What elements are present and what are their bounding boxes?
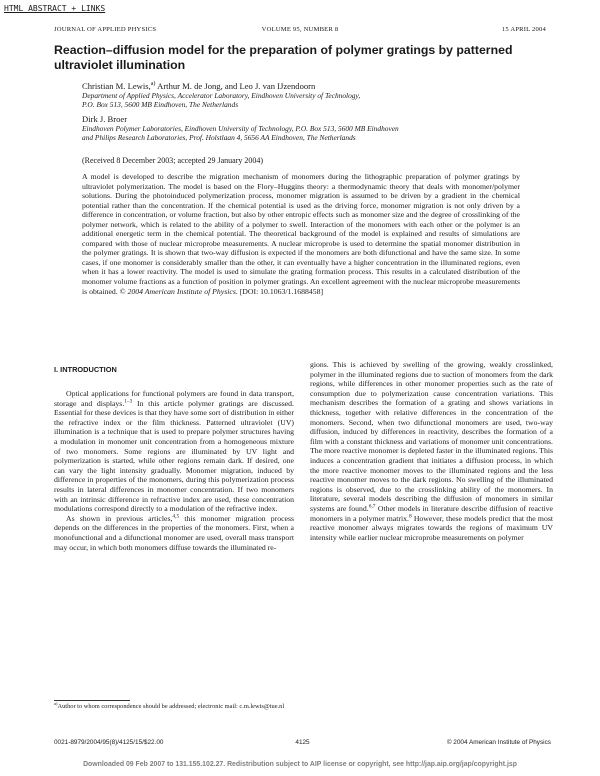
reference-mark: 6,7 — [368, 503, 376, 510]
abstract-body: A model is developed to describe the migration mechanism of monomers during the lithographic preparation of polymer gratings by ultraviolet polymerization. The model is based on the Flory–Huggins theory: a thermodynamic theory that deals with monomer/polymer solutions. During the photoinduced polymerization process, monomer migration is assumed to be driven by a gradient in the chemical potential rather than the concentration. If the chemical potential is used as the driving force, monomer migration is not only driven by a difference in concentration, or volume fraction, but also by other entropic effects such as monomer size and the degree of crosslinking of the polymer network, which is related to the ability of a polymer to swell. Interaction of the monomers with each other or the polymer is an additional energetic term in the chemical potential. The theoretical background of the model is explained and results of simulations are compared with those of nuclear microprobe measurements. A nuclear microprobe is used to determine the spatial monomer distribution in the polymer gratings. It is shown that two-way diffusion is expected if the monomers are both difunctional and have the same size. In some cases, if one monomer is considerably smaller than the other, it can eventually have a higher concentration in the illuminated regions, even when it has a lower reactivity. The model is used to simulate the grating formation process. This results in a calculated distribution of the monomer volume fractions as a function of position in polymer gratings. An excellent agreement with the nuclear microprobe measurements is obtained. — [82, 172, 520, 296]
intro-paragraph-1: Optical applications for functional polymers are found in data transport, storage and displays.$^{1-3}$ In this article polymer gratings are discussed. Essential for these devices is that they have some sort of distribution in either the refractive index or the film thickness. Patterned ultraviolet (UV) illumination is a technique that is used to prepare polymer structures having a modulation in monomer unit concentration from a homogeneous mixture of two monomers. Some regions are illuminated by UV light and polymerization is started, while other regions remain dark. If desired, one can vary the light intensity gradually. Monomer migration, induced by difference in properties of the monomers, during this polymerization process results in lateral differences in monomer concentration. If two monomers with an intrinsic difference in refractive index are used, these concentration modulations correspond directly to a modulation of the refractive index. — [54, 389, 294, 514]
reference-mark: 1–3 — [124, 398, 133, 405]
abstract — [82, 172, 520, 296]
section-heading-introduction: I. INTRODUCTION — [54, 365, 117, 374]
affiliation-1-line-2: P.O. Box 513, 5600 MB Eindhoven, The Netherlands — [82, 100, 239, 110]
author-block — [82, 81, 552, 142]
page-number: 4125 — [295, 739, 310, 746]
issue-date: 15 APRIL 2004 — [501, 26, 546, 33]
authors-line-1 — [82, 81, 552, 91]
abstract-doi: [DOI: 10.1063/1.1688458] — [239, 286, 324, 296]
footnote-text: Author to whom correspondence should be addressed; electronic mail: c.m.lewis@tue.nl — [57, 703, 285, 710]
volume-number: VOLUME 95, NUMBER 8 — [261, 26, 339, 33]
article-title: Reaction–diffusion model for the preparation of polymer gratings by patterned ultraviolet illumination — [54, 43, 513, 72]
journal-name: JOURNAL OF APPLIED PHYSICS — [54, 26, 157, 33]
affiliation-2-line-1: Eindhoven Polymer Laboratories, Eindhoven University of Technology, P.O. Box 513, 5600 MB Eindhoven — [82, 123, 399, 133]
reference-mark: 8 — [408, 512, 412, 519]
footer-copyright: © 2004 American Institute of Physics — [446, 739, 551, 746]
download-notice: Downloaded 09 Feb 2007 to 131.155.102.27. Redistribution subject to AIP license or copyright, see http://jap.aip.org/jap/copyright.jsp — [83, 761, 517, 768]
authors-line-2: Dirk J. Broer — [82, 113, 128, 124]
footer-code: 0021-8979/2004/95(8)/4125/15/$22.00 — [54, 739, 164, 746]
authors-b: Arthur M. de Jong, and Leo J. van IJzendoorn — [155, 81, 316, 91]
running-head — [54, 26, 546, 33]
intro-paragraph-2: As shown in previous articles,$^{4,5}$ this monomer migration process depends on the differences in the properties of the monomers. First, when a monofunctional and a difunctional monomer are used, overall mass transport may occur, in which both monomers diffuse towards the illuminated re- — [54, 513, 294, 552]
html-abstract-links[interactable]: HTML ABSTRACT + LINKS — [4, 4, 106, 13]
footnote-mark: a) — [54, 700, 58, 706]
affiliation-2-line-2: and Philips Research Laboratories, Prof. Holstlaan 4, 5656 AA Eindhoven, The Netherlands — [82, 132, 356, 142]
received-dates: (Received 8 December 2003; accepted 29 January 2004) — [82, 156, 264, 165]
authors-a: Christian M. Lewis, — [82, 81, 151, 91]
footnote-divider — [54, 700, 130, 701]
footnote — [54, 700, 294, 711]
reference-mark: 4,5 — [172, 513, 180, 520]
intro-paragraph-continued: gions. This is achieved by swelling of the growing, weakly crosslinked, polymer in the illuminated regions due to suction of monomers from the dark regions, while differences in other monomer properties such as the rate of consumption due to polymerization cause concentration variations. This mechanism describes the formation of a grating and shows variations in thickness, together with relative differences in the concentration of the monomers. Second, when two difunctional monomers are used, two-way diffusion, induced by differences in reactivity, describes the formation of a film with a constant thickness and variations of monomer unit concentrations. The more reactive monomer is depleted faster in the illuminated regions. This induces a concentration gradient that initiates a diffusion process, in which the more reactive monomer moves to the illuminated regions and the less reactive monomer moves to the dark regions. No swelling of the illuminated regions is observed, due to the crosslinking ability of the monomers. In literature, several models describing the diffusion of monomers in similar systems are found.$^{6,7}$ Other models in literature describe diffusion of reactive monomers in a polymer matrix.$^8$ However, these models predict that the most reactive monomer always migrates towards the regions of maximum UV intensity while earlier nuclear microprobe measurements on polymer — [310, 360, 553, 542]
affiliation-1-line-1: Department of Applied Physics, Accelerator Laboratory, Eindhoven University of Technology, — [82, 91, 361, 100]
author-footnote-mark: a) — [150, 81, 156, 88]
left-column — [54, 389, 294, 552]
abstract-copyright: © 2004 American Institute of Physics. — [119, 286, 238, 296]
right-column — [310, 360, 553, 542]
page-footer — [54, 739, 551, 746]
